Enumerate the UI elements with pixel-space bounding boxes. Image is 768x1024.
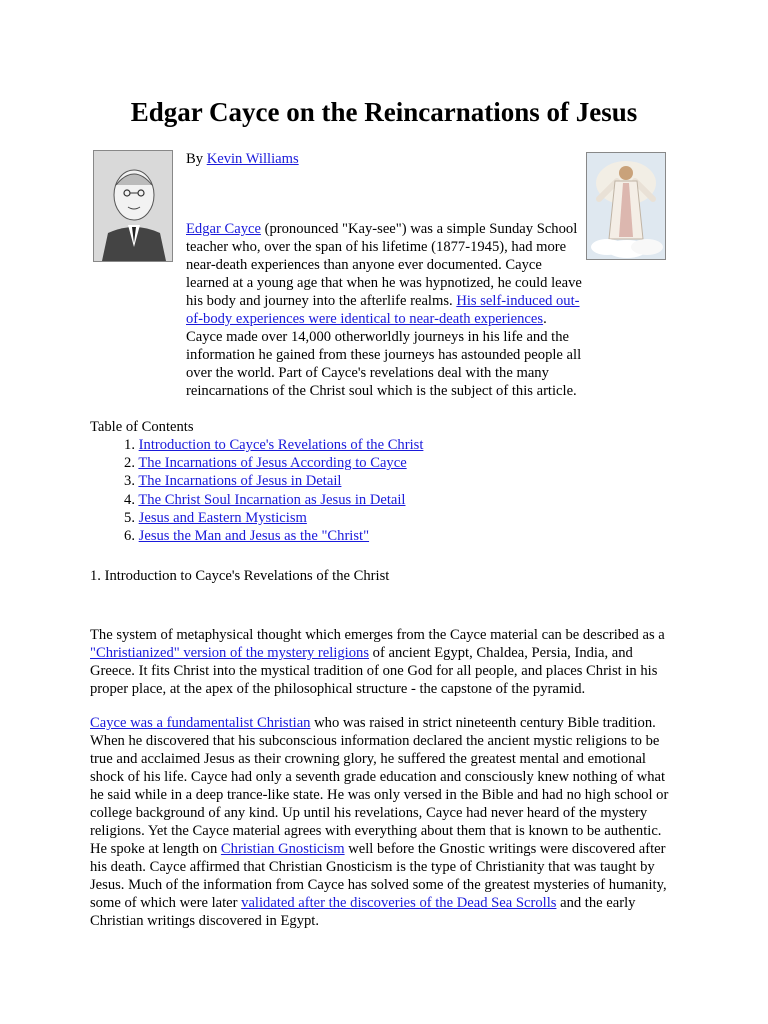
fundamentalist-christian-link[interactable]: Cayce was a fundamentalist Christian [90, 715, 311, 731]
christianized-link[interactable]: "Christianized" version of the mystery religions [90, 645, 370, 661]
body-paragraph-1 [90, 626, 680, 698]
toc-link[interactable]: Jesus the Man and Jesus as the "Christ" [138, 527, 370, 544]
paragraph-text: of ancient Egypt, Chaldea, Persia, India, and Greece. It fits Christ into the mystical tradition of one God for all people, and places Christ in his proper place, at the apex of the philosophical structure - the capstone of the pyramid. [90, 645, 658, 697]
edgar-cayce-link[interactable]: Edgar Cayce [186, 221, 261, 237]
byline-prefix: By [186, 151, 207, 167]
page-title: Edgar Cayce on the Reincarnations of Jesus [130, 97, 638, 127]
paragraph-text: and the early Christian writings discovered in Egypt. [90, 895, 636, 929]
toc-item-number: 1. [124, 437, 135, 453]
toc-link[interactable]: The Incarnations of Jesus in Detail [138, 473, 342, 490]
toc-link[interactable]: Jesus and Eastern Mysticism [138, 509, 307, 526]
toc-item-number: 4. [124, 491, 135, 508]
intro-paragraph [186, 220, 586, 400]
toc-item [90, 491, 423, 509]
toc-item [90, 509, 423, 527]
jesus-figure-image [586, 152, 666, 260]
author-link[interactable]: Kevin Williams [206, 151, 299, 167]
intro-text-1: (pronounced "Kay-see") was a simple Sunday School teacher who, over the span of his lifetime (1877-1945), had more near-death experiences than anyone ever documented. Cayce learned at a young age that when he was hypnotized, he could leave his body and journey into the afterlife realms. [186, 221, 582, 309]
toc-item [90, 436, 423, 454]
toc-item [90, 472, 423, 490]
body-paragraph-2 [90, 714, 680, 930]
edgar-cayce-portrait-image [93, 150, 173, 262]
toc-item-number: 5. [124, 509, 135, 526]
byline [186, 150, 299, 168]
section-heading: 1. Introduction to Cayce's Revelations of the Christ [90, 568, 390, 584]
dead-sea-scrolls-link[interactable]: validated after the discoveries of the Dead Sea Scrolls [241, 895, 557, 911]
paragraph-text: The system of metaphysical thought which emerges from the Cayce material can be described as a [90, 627, 665, 643]
toc-item [90, 527, 423, 545]
paragraph-text: who was raised in strict nineteenth century Bible tradition. When he discovered that his subconscious information declared the ancient mystic religions to be true and acclaimed Jesus as their crowning glory, he suffered the greatest mental and emotional shock of his life. Cayce had only a seventh grade education and consciously knew nothing of what he said while in a deep trance-like state. He was only versed in the Bible and had no high school or college background of any kind. Up until his revelations, Cayce had never heard of the mystery religions. Yet the Cayce material agrees with everything about them that is known to be authentic. He spoke at length on [90, 715, 669, 857]
toc-item-number: 2. [124, 455, 135, 472]
toc-item-number: 6. [124, 527, 135, 544]
intro-text-2: . Cayce made over 14,000 otherworldly journeys in his life and the information he gained from these journeys has astounded people all over the world. Part of Cayce's revelations deal with the many reincarnations of the Christ soul which is the subject of this article. [186, 311, 582, 399]
toc-link[interactable]: Introduction to Cayce's Revelations of the Christ [138, 437, 424, 453]
paragraph-text: well before the Gnostic writings were discovered after his death. Cayce affirmed that Christian Gnosticism is the type of Christianity that was taught by Jesus. Much of the information from Cayce has solved some of the greatest mysteries of humanity, some of which were later [90, 841, 667, 911]
toc-item [90, 454, 423, 472]
toc-link[interactable]: The Christ Soul Incarnation as Jesus in Detail [138, 491, 406, 508]
out-of-body-link[interactable]: His self-induced out-of-body experiences were identical to near-death experiences [186, 293, 580, 327]
toc-item-number: 3. [124, 473, 135, 490]
table-of-contents [90, 436, 423, 545]
christian-gnosticism-link[interactable]: Christian Gnosticism [220, 841, 345, 857]
toc-link[interactable]: The Incarnations of Jesus According to Cayce [138, 455, 407, 472]
toc-heading: Table of Contents [90, 419, 194, 435]
